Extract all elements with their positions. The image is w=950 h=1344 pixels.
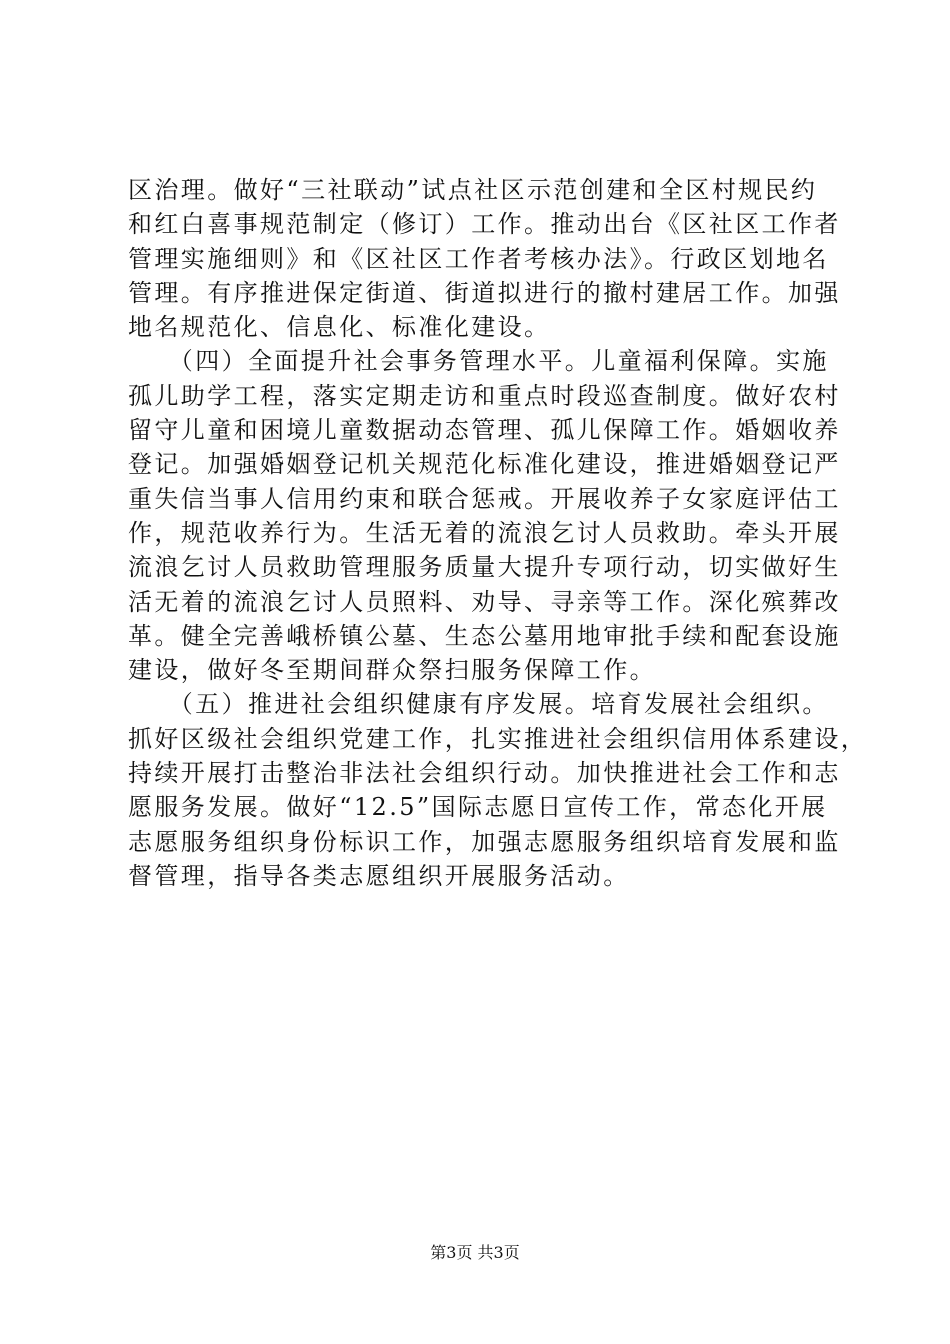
text-line: 留守儿童和困境儿童数据动态管理、孤儿保障工作。婚姻收养 [128, 416, 841, 445]
text-line: 持续开展打击整治非法社会组织行动。加快推进社会工作和志 [128, 759, 841, 788]
text-line: 作，规范收养行为。生活无着的流浪乞讨人员救助。牵头开展 [128, 518, 841, 547]
page-number-footer: 第3页 共3页 [430, 1243, 520, 1262]
text-line: 督管理，指导各类志愿组织开展服务活动。 [128, 861, 630, 890]
text-line: 建设，做好冬至期间群众祭扫服务保障工作。 [128, 656, 656, 685]
text-line: 革。健全完善峨桥镇公墓、生态公墓用地审批手续和配套设施 [128, 621, 841, 650]
text-line: 地名规范化、信息化、标准化建设。 [128, 313, 551, 342]
text-line: 孤儿助学工程，落实定期走访和重点时段巡查制度。做好农村 [128, 381, 841, 410]
text-line: 重失信当事人信用约束和联合惩戒。开展收养子女家庭评估工 [128, 484, 841, 513]
text-line: 登记。加强婚姻登记机关规范化标准化建设，推进婚姻登记严 [128, 450, 841, 479]
document-body [128, 173, 868, 893]
text-line: 志愿服务组织身份标识工作，加强志愿服务组织培育发展和监 [128, 827, 841, 856]
text-line: 管理。有序推进保定街道、街道拟进行的撤村建居工作。加强 [128, 278, 841, 307]
text-line: 活无着的流浪乞讨人员照料、劝导、寻亲等工作。深化殡葬改 [128, 587, 841, 616]
text-line: 和红白喜事规范制定（修订）工作。推动出台《区社区工作者 [128, 210, 841, 239]
text-line: 管理实施细则》和《区社区工作者考核办法》。行政区划地名 [128, 244, 829, 273]
text-line: （五）推进社会组织健康有序发展。培育发展社会组织。 [128, 690, 829, 719]
text-line: （四）全面提升社会事务管理水平。儿童福利保障。实施 [128, 347, 829, 376]
text-line: 区治理。做好“三社联动”试点社区示范创建和全区村规民约 [128, 176, 818, 204]
text-line: 抓好区级社会组织党建工作，扎实推进社会组织信用体系建设， [128, 724, 868, 753]
text-line: 流浪乞讨人员救助管理服务质量大提升专项行动，切实做好生 [128, 553, 841, 582]
text-line: 愿服务发展。做好“12.5”国际志愿日宣传工作，常态化开展 [128, 793, 828, 822]
